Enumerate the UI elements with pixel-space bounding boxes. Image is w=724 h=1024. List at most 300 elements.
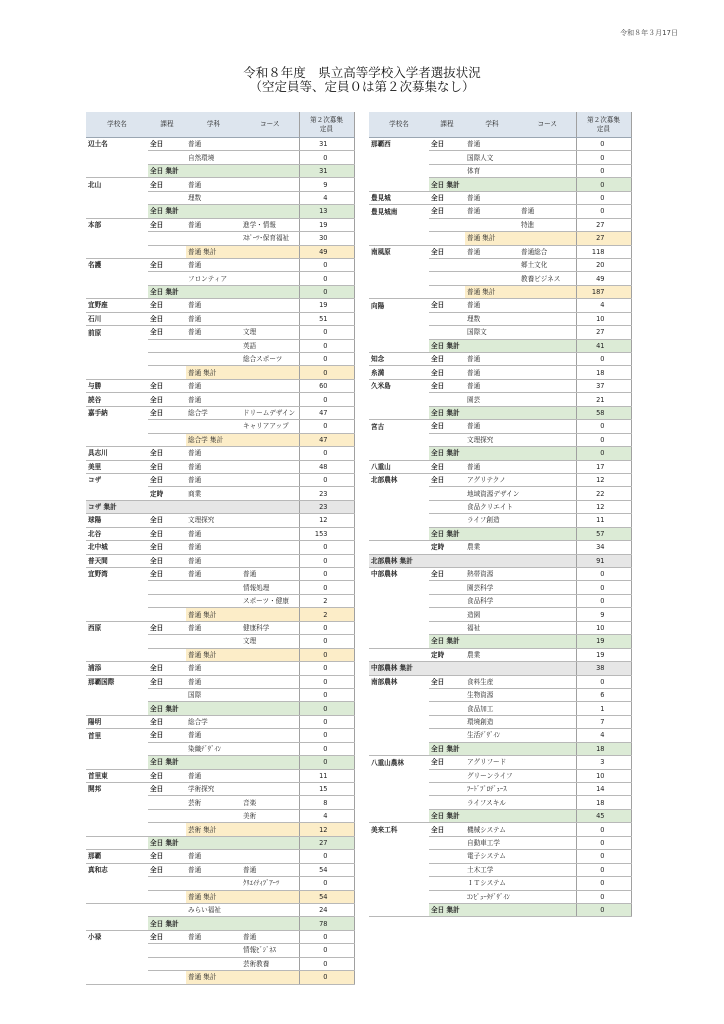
cell-course: [519, 756, 576, 769]
cell-subject: [186, 917, 241, 930]
cell-vacancy: 12: [299, 514, 354, 527]
cell-course: [519, 662, 576, 675]
cell-course-type: [148, 245, 186, 258]
cell-subject: 普通: [186, 675, 241, 688]
cell-course: [241, 554, 299, 567]
table-row: [86, 541, 354, 554]
cell-course-type: [148, 957, 186, 970]
cell-course-type: 全日: [148, 178, 186, 191]
cell-school: [369, 178, 429, 191]
header-row: [369, 112, 631, 138]
cell-course: [519, 191, 576, 204]
cell-course: [241, 742, 299, 755]
cell-school: [369, 742, 429, 755]
cell-vacancy: 27: [576, 326, 631, 339]
cell-course-type: 全日 集計: [429, 527, 465, 540]
cell-course: 進学・情報: [241, 218, 299, 231]
cell-school: 宜野座: [86, 299, 148, 312]
table-row: [86, 406, 354, 419]
cell-course-type: [429, 285, 465, 298]
cell-vacancy: 23: [299, 500, 354, 513]
table-row: [369, 191, 631, 204]
cell-vacancy: 20: [576, 258, 631, 271]
cell-school: [86, 971, 148, 984]
cell-school: [86, 581, 148, 594]
cell-vacancy: 0: [576, 863, 631, 876]
cell-course-type: 全日: [148, 527, 186, 540]
cell-course-type: 全日: [429, 675, 465, 688]
cell-course: [241, 541, 299, 554]
cell-vacancy: 0: [576, 675, 631, 688]
cell-course-type: 全日 集計: [429, 635, 465, 648]
table-row: [369, 366, 631, 379]
table-row: [369, 218, 631, 231]
cell-course: [241, 272, 299, 285]
cell-school: [86, 877, 148, 890]
table-row: [86, 326, 354, 339]
cell-subject: [186, 944, 241, 957]
cell-course: 文理: [241, 326, 299, 339]
cell-course-type: [148, 796, 186, 809]
cell-school: [369, 621, 429, 634]
cell-course: ｸﾘｴｲﾃｨﾌﾞｱｰﾂ: [241, 877, 299, 890]
table-row: [86, 353, 354, 366]
table-row: [86, 258, 354, 271]
cell-subject: [465, 742, 519, 755]
left-table: [86, 112, 355, 985]
cell-school: [369, 447, 429, 460]
cell-course-type: [148, 823, 186, 836]
cell-school: [86, 366, 148, 379]
cell-course: [241, 258, 299, 271]
table-row: [86, 554, 354, 567]
cell-vacancy: 12: [576, 500, 631, 513]
cell-course: [519, 877, 576, 890]
cell-school: [369, 393, 429, 406]
cell-school: [369, 648, 429, 661]
title-line-1: 令和８年度 県立高等学校入学者選抜状況: [243, 65, 481, 80]
cell-vacancy: 0: [576, 890, 631, 903]
cell-vacancy: 0: [576, 447, 631, 460]
table-row: [86, 339, 354, 352]
cell-course-type: [429, 890, 465, 903]
cell-course: [519, 460, 576, 473]
cell-subject: 普通: [465, 245, 519, 258]
table-row: [369, 568, 631, 581]
cell-vacancy: 7: [576, 715, 631, 728]
cell-subject: 普通: [186, 138, 241, 151]
cell-course-type: 全日: [429, 823, 465, 836]
cell-vacancy: 0: [299, 339, 354, 352]
cell-course-type: 全日: [148, 930, 186, 943]
cell-subject: [186, 877, 241, 890]
table-row: [86, 688, 354, 701]
cell-subject: 普通: [186, 769, 241, 782]
cell-school: [369, 406, 429, 419]
cell-school: 西原: [88, 624, 102, 633]
cell-subject: 自動車工学: [465, 836, 519, 849]
table-row: [86, 796, 354, 809]
cell-course: [241, 366, 299, 379]
cell-subject: [465, 406, 519, 419]
cell-course: [519, 863, 576, 876]
cell-course: [241, 379, 299, 392]
cell-vacancy: 0: [299, 715, 354, 728]
cell-school: [86, 433, 148, 446]
table-row: [86, 809, 354, 822]
cell-vacancy: 48: [299, 460, 354, 473]
header-row: [86, 112, 354, 138]
cell-subject: 国際: [186, 688, 241, 701]
table-row: [86, 971, 354, 984]
cell-course: 音楽: [241, 796, 299, 809]
cell-course-type: 全日: [148, 769, 186, 782]
cell-course: [519, 138, 576, 151]
cell-course-type: 全日 集計: [429, 742, 465, 755]
table-row: [86, 836, 354, 849]
cell-course-type: [148, 232, 186, 245]
table-row: [86, 164, 354, 177]
cell-course: [519, 151, 576, 164]
cell-subject: 普通: [465, 191, 519, 204]
cell-subject: 普通: [186, 218, 241, 231]
cell-course-type: 定時: [429, 541, 465, 554]
cell-vacancy: 0: [299, 635, 354, 648]
cell-course-type: 全日: [148, 447, 186, 460]
cell-vacancy: 47: [299, 406, 354, 419]
cell-school: 嘉手納: [88, 409, 108, 418]
table-row: [86, 635, 354, 648]
cell-course: [241, 473, 299, 486]
cell-course-type: 全日 集計: [148, 836, 186, 849]
cell-vacancy: 0: [576, 581, 631, 594]
cell-subject: 農業: [465, 541, 519, 554]
cell-school: [86, 420, 148, 433]
cell-vacancy: 2: [299, 594, 354, 607]
cell-course-type: 全日: [429, 756, 465, 769]
cell-subject: 総合学 集計: [186, 433, 241, 446]
cell-course-type: 全日: [148, 460, 186, 473]
cell-course-type: 全日: [148, 729, 186, 742]
cell-school: 本部: [88, 221, 102, 230]
cell-vacancy: 47: [299, 433, 354, 446]
cell-school: 石川: [86, 312, 148, 325]
cell-course: [241, 702, 299, 715]
cell-course: [519, 688, 576, 701]
cell-course: 芸術教養: [241, 957, 299, 970]
table-row: [369, 594, 631, 607]
cell-course: [241, 393, 299, 406]
cell-course: 普通: [241, 863, 299, 876]
cell-subject: [465, 339, 519, 352]
cell-vacancy: 0: [576, 433, 631, 446]
table-row: [86, 379, 354, 392]
cell-course: 情報ﾋﾞｼﾞﾈｽ: [241, 944, 299, 957]
cell-course: [519, 796, 576, 809]
cell-school: [369, 232, 429, 245]
table-row: [86, 205, 354, 218]
cell-school: [86, 702, 148, 715]
cell-course: [241, 971, 299, 984]
cell-vacancy: 0: [299, 581, 354, 594]
cell-course-type: 全日: [148, 554, 186, 567]
cell-course-type: [429, 164, 465, 177]
cell-course: 普通: [241, 568, 299, 581]
table-row: [86, 191, 354, 204]
cell-subject: 普通: [186, 178, 241, 191]
cell-subject: 食品加工: [465, 702, 519, 715]
table-row: [86, 823, 354, 836]
cell-school: 真和志: [88, 866, 108, 875]
cell-course-type: 全日 集計: [148, 285, 186, 298]
cell-subject: 普通 集計: [186, 971, 241, 984]
cell-vacancy: 153: [299, 527, 354, 540]
cell-vacancy: 0: [299, 568, 354, 581]
cell-vacancy: 0: [576, 353, 631, 366]
cell-subject: 普通: [186, 621, 241, 634]
cell-school: 辺土名: [88, 140, 108, 149]
cell-school: コザ: [88, 476, 102, 485]
cell-subject: 理数: [465, 312, 519, 325]
cell-course-type: [429, 863, 465, 876]
cell-vacancy: 4: [299, 191, 354, 204]
cell-course-type: [429, 783, 465, 796]
cell-school: [86, 648, 148, 661]
table-row: [369, 138, 631, 151]
cell-school: 南部農林: [371, 677, 398, 686]
table-row: [86, 675, 354, 688]
cell-course: [241, 285, 299, 298]
cell-course-type: [429, 312, 465, 325]
cell-vacancy: 11: [299, 769, 354, 782]
cell-subject: アグリテクノ: [465, 473, 519, 486]
cell-course: [241, 903, 299, 916]
vacancy-header-line1: 第２次募集: [587, 115, 620, 124]
cell-school: 読谷: [86, 393, 148, 406]
cell-course-type: [429, 702, 465, 715]
cell-course: 教養ビジネス: [519, 272, 576, 285]
table-row: [369, 232, 631, 245]
cell-course: [519, 473, 576, 486]
cell-vacancy: 0: [299, 272, 354, 285]
table-row: [369, 850, 631, 863]
cell-course: [241, 917, 299, 930]
cell-vacancy: 0: [299, 662, 354, 675]
cell-course: [519, 487, 576, 500]
table-row: [369, 339, 631, 352]
cell-course: ドリームデザイン: [241, 406, 299, 419]
cell-vacancy: 19: [576, 635, 631, 648]
cell-course-type: [148, 272, 186, 285]
cell-course: [519, 366, 576, 379]
cell-vacancy: 51: [299, 312, 354, 325]
cell-course-type: [148, 420, 186, 433]
cell-course-type: [429, 554, 465, 567]
cell-vacancy: 0: [576, 420, 631, 433]
cell-school: 普天間: [86, 554, 148, 567]
cell-course-type: [148, 581, 186, 594]
cell-subject: 土木工学: [465, 863, 519, 876]
cell-subject: 体育: [465, 164, 519, 177]
col-course-header: コース: [241, 112, 299, 138]
cell-school: 八重山: [369, 460, 429, 473]
cell-subject: ﾌｰﾄﾞﾌﾟﾛﾃﾞｭｰｽ: [465, 783, 519, 796]
cell-course-type: 全日: [148, 850, 186, 863]
cell-vacancy: 0: [299, 393, 354, 406]
cell-course-type: 全日 集計: [429, 447, 465, 460]
cell-course-type: 定時: [429, 648, 465, 661]
cell-course: [519, 890, 576, 903]
cell-course-type: [429, 393, 465, 406]
cell-course: [241, 500, 299, 513]
cell-course: [519, 581, 576, 594]
cell-vacancy: 0: [299, 688, 354, 701]
cell-subject: 文理探究: [465, 433, 519, 446]
cell-vacancy: 57: [576, 527, 631, 540]
table-row: [86, 581, 354, 594]
cell-vacancy: 0: [299, 473, 354, 486]
title-line-2: （空定員等、定員０は第２次募集なし）: [249, 79, 475, 94]
cell-subject: 普通 集計: [186, 245, 241, 258]
cell-course-type: [148, 890, 186, 903]
cell-course: [519, 339, 576, 352]
cell-subject: 染織ﾃﾞｻﾞｲﾝ: [186, 742, 241, 755]
cell-course: [519, 285, 576, 298]
cell-course: 健康科学: [241, 621, 299, 634]
cell-school: [369, 890, 429, 903]
table-row: [369, 258, 631, 271]
vacancy-header-line1: 第２次募集: [310, 115, 343, 124]
cell-school: [86, 285, 148, 298]
cell-vacancy: 19: [576, 648, 631, 661]
cell-subject: 熱帯資源: [465, 568, 519, 581]
cell-school: [369, 527, 429, 540]
cell-school: [369, 729, 429, 742]
cell-course: [519, 568, 576, 581]
cell-subject: 普通: [186, 299, 241, 312]
cell-course-type: 全日: [148, 514, 186, 527]
cell-school: 北谷: [86, 527, 148, 540]
cell-course-type: 全日 集計: [148, 702, 186, 715]
cell-course-type: [429, 688, 465, 701]
cell-vacancy: 0: [576, 568, 631, 581]
table-row: [86, 299, 354, 312]
cell-school: [86, 608, 148, 621]
cell-course: [241, 433, 299, 446]
cell-course-type: 定時: [148, 487, 186, 500]
cell-subject: 普通: [465, 138, 519, 151]
cell-vacancy: 0: [299, 648, 354, 661]
cell-vacancy: 0: [299, 742, 354, 755]
cell-course: [241, 312, 299, 325]
cell-course-type: [148, 903, 186, 916]
cell-vacancy: 58: [576, 406, 631, 419]
cell-subject: 普通: [186, 554, 241, 567]
cell-school: [369, 809, 429, 822]
cell-course-type: [148, 688, 186, 701]
cell-subject: 総合学: [186, 715, 241, 728]
cell-vacancy: 187: [576, 285, 631, 298]
cell-course-type: [148, 500, 186, 513]
cell-subject: 理数: [186, 191, 241, 204]
cell-course-type: [148, 191, 186, 204]
table-row: [86, 433, 354, 446]
table-row: [86, 702, 354, 715]
cell-course-type: [429, 326, 465, 339]
cell-course-type: [429, 836, 465, 849]
cell-subject: [465, 447, 519, 460]
table-row: [369, 353, 631, 366]
table-row: [86, 662, 354, 675]
cell-subject: グリーンライフ: [465, 769, 519, 782]
cell-vacancy: 0: [576, 151, 631, 164]
cell-vacancy: 0: [576, 823, 631, 836]
cell-vacancy: 38: [576, 662, 631, 675]
col-course-type-header: 課程: [429, 112, 465, 138]
cell-subject: 普通: [186, 473, 241, 486]
table-row: [369, 379, 631, 392]
cell-school: [369, 688, 429, 701]
cell-subject: [465, 218, 519, 231]
table-row: [369, 245, 631, 258]
cell-course-type: 全日: [429, 379, 465, 392]
table-row: [86, 527, 354, 540]
cell-school: 那覇: [86, 850, 148, 863]
vacancy-header-line2: 定員: [596, 124, 611, 133]
cell-vacancy: 3: [576, 756, 631, 769]
cell-course: [519, 393, 576, 406]
cell-school: 開邦: [88, 785, 102, 794]
cell-vacancy: 27: [299, 836, 354, 849]
cell-school: [369, 541, 429, 554]
cell-course: [519, 420, 576, 433]
cell-course-type: 全日: [148, 715, 186, 728]
cell-subject: 普通: [186, 326, 241, 339]
cell-course: [519, 299, 576, 312]
cell-course-type: 全日 集計: [148, 917, 186, 930]
table-row: [369, 312, 631, 325]
cell-vacancy: 60: [299, 379, 354, 392]
cell-subject: 普通 集計: [186, 366, 241, 379]
document-title: [0, 66, 724, 94]
cell-school: [86, 151, 148, 164]
cell-course: [519, 447, 576, 460]
cell-subject: 普通: [186, 393, 241, 406]
cell-school: [369, 514, 429, 527]
cell-subject: 普通: [186, 930, 241, 943]
cell-course-type: 全日: [148, 662, 186, 675]
cell-subject: [465, 258, 519, 271]
cell-subject: 食品クリエイト: [465, 500, 519, 513]
cell-course: [519, 715, 576, 728]
cell-subject: [465, 903, 519, 916]
cell-course: [241, 245, 299, 258]
cell-course: [519, 500, 576, 513]
cell-school: [369, 312, 429, 325]
table-row: [369, 608, 631, 621]
cell-subject: 普通 集計: [186, 608, 241, 621]
table-row: [86, 903, 354, 916]
cell-subject: 生物資源: [465, 688, 519, 701]
cell-subject: 環境創造: [465, 715, 519, 728]
cell-subject: 造園: [465, 608, 519, 621]
cell-course-type: 全日: [148, 258, 186, 271]
cell-course-type: [148, 353, 186, 366]
cell-subject: 総合学: [186, 406, 241, 419]
cell-vacancy: 0: [576, 205, 631, 218]
cell-school: 南風原: [371, 247, 391, 256]
cell-vacancy: 31: [299, 138, 354, 151]
